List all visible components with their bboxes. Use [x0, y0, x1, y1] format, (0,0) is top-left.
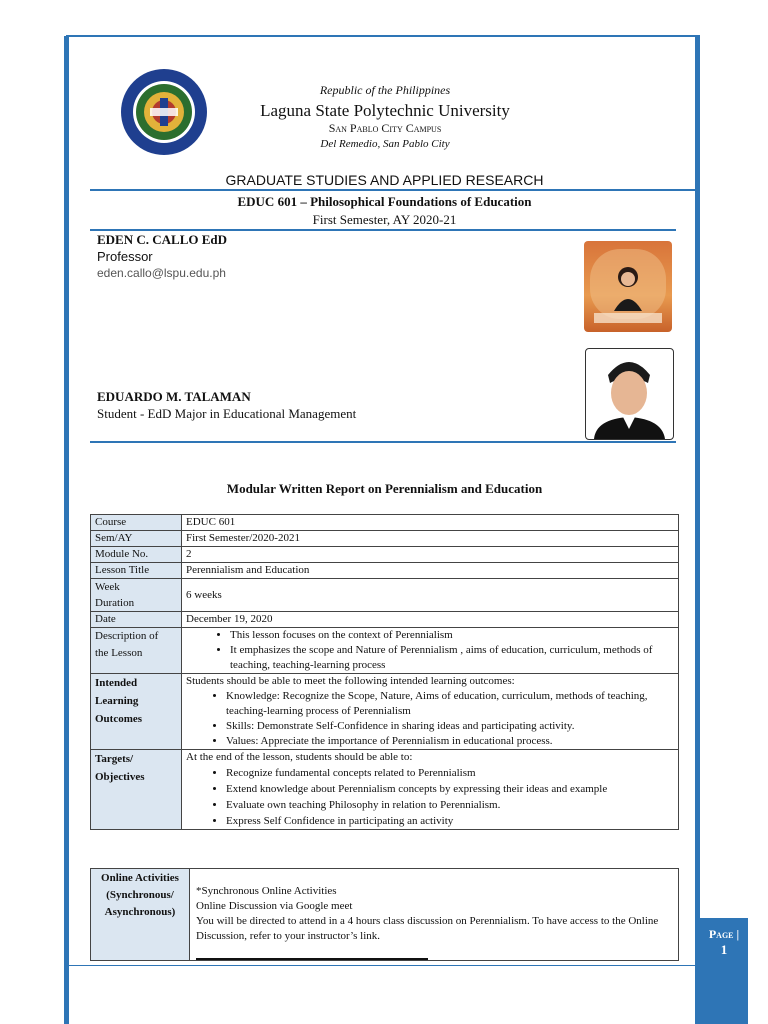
page-label: Page |: [708, 927, 740, 941]
table-row: [91, 547, 679, 563]
ilo-label-line: Outcomes: [95, 713, 143, 725]
date-label: Date: [91, 612, 182, 628]
lesson-label: Lesson Title: [91, 563, 182, 579]
online-label-line: Asynchronous): [104, 906, 176, 918]
online-activities-table: [90, 868, 679, 961]
ilo-label-line: Learning: [95, 695, 139, 707]
table-row: [91, 612, 679, 628]
date-value: December 19, 2020: [182, 612, 679, 628]
targets-value: [182, 750, 679, 830]
module-label: Module No.: [91, 547, 182, 563]
ilo-value: [182, 674, 679, 750]
student-program: Student - EdD Major in Educational Management: [97, 406, 357, 421]
online-activities-label: [91, 869, 190, 961]
duration-label: Duration: [95, 597, 135, 609]
divider-1: [90, 189, 695, 191]
table-row: [91, 869, 679, 961]
divider-2: [90, 229, 676, 231]
right-border: [695, 36, 700, 1024]
list-item: • Skills: Demonstrate Self-Confidence in sharing ideas and participating activity.: [226, 719, 674, 734]
list-item: • Express Self Confidence in participating an activity: [226, 813, 674, 829]
page-number: 1: [720, 942, 728, 957]
table-row: [91, 628, 679, 674]
left-border: [64, 36, 69, 1024]
targets-label-line: Targets/: [95, 753, 134, 765]
page-number-box: [700, 918, 748, 1024]
list-item: • Evaluate own teaching Philosophy in relation to Perennialism.: [226, 797, 674, 813]
professor-name: EDEN C. CALLO EdD: [97, 232, 228, 247]
targets-intro: At the end of the lesson, students should be able to:: [186, 751, 413, 763]
divider-3: [90, 441, 676, 443]
online-line-2: Online Discussion via Google meet: [196, 900, 353, 912]
lesson-info-table: [90, 514, 679, 830]
list-item: • Extend knowledge about Perennialism concepts by expressing their ideas and example: [226, 781, 674, 797]
online-line-3: You will be directed to attend in a 4 hours class discussion on Perennialism. To have access to the Online Discussion, refer to your instructor’s link.: [196, 915, 659, 942]
campus-address: Del Remedio, San Pablo City: [320, 138, 450, 150]
professor-email[interactable]: eden.callo@lspu.edu.ph: [97, 266, 226, 280]
description-label: [91, 628, 182, 674]
table-row: [91, 674, 679, 750]
university-name: Laguna State Polytechnic University: [260, 101, 510, 120]
week-label: Week: [95, 581, 120, 593]
sem-value: First Semester/2020-2021: [182, 531, 679, 547]
table-row: [91, 750, 679, 830]
ilo-intro: Students should be able to meet the following intended learning outcomes:: [186, 675, 515, 687]
targets-label: [91, 750, 182, 830]
list-item: • It emphasizes the scope and Nature of Perennialism , aims of education, curriculum, methods of teaching, teaching-learning process: [230, 643, 674, 673]
department-title: GRADUATE STUDIES AND APPLIED RESEARCH: [225, 172, 544, 188]
list-item: • Values: Appreciate the importance of Perennialism in educational process.: [226, 734, 674, 749]
ilo-label: [91, 674, 182, 750]
online-activities-content: [190, 869, 679, 961]
table-row: [91, 563, 679, 579]
campus-name: San Pablo City Campus: [328, 121, 442, 135]
course-value: EDUC 601: [182, 515, 679, 531]
description-value: [182, 628, 679, 674]
module-value: 2: [182, 547, 679, 563]
student-photo: [585, 348, 674, 440]
online-label-line: (Synchronous/: [106, 889, 174, 901]
week-value: 6 weeks: [182, 579, 679, 612]
description-label-line: Description of: [95, 630, 159, 642]
report-title: Modular Written Report on Perennialism and Education: [226, 481, 543, 496]
table-row: [91, 515, 679, 531]
professor-photo: [584, 241, 672, 332]
professor-role: Professor: [97, 249, 153, 264]
student-name: EDUARDO M. TALAMAN: [97, 389, 251, 404]
republic-text: Republic of the Philippines: [319, 83, 451, 97]
semester-text: First Semester, AY 2020-21: [312, 212, 457, 227]
online-line-1: *Synchronous Online Activities: [196, 885, 337, 897]
university-seal-logo: [120, 68, 208, 156]
course-label: Course: [91, 515, 182, 531]
top-border: [66, 35, 700, 37]
sem-label: Sem/AY: [91, 531, 182, 547]
ilo-label-line: Intended: [95, 677, 138, 689]
description-label-line: the Lesson: [95, 647, 143, 659]
targets-label-line: Objectives: [95, 771, 145, 783]
table-row: [91, 579, 679, 612]
signature-line: [196, 958, 428, 960]
footer-divider: [69, 965, 697, 966]
course-title: EDUC 601 – Philosophical Foundations of Education: [237, 194, 532, 209]
week-duration-label: [91, 579, 182, 612]
lesson-value: Perennialism and Education: [182, 563, 679, 579]
list-item: • Recognize fundamental concepts related to Perennialism: [226, 765, 674, 781]
table-row: [91, 531, 679, 547]
online-label-line: Online Activities: [101, 872, 179, 884]
list-item: • Knowledge: Recognize the Scope, Nature, Aims of education, curriculum, methods of teaching, teaching-learning process of Perennialism: [226, 689, 674, 719]
list-item: • This lesson focuses on the context of Perennialism: [230, 628, 674, 643]
